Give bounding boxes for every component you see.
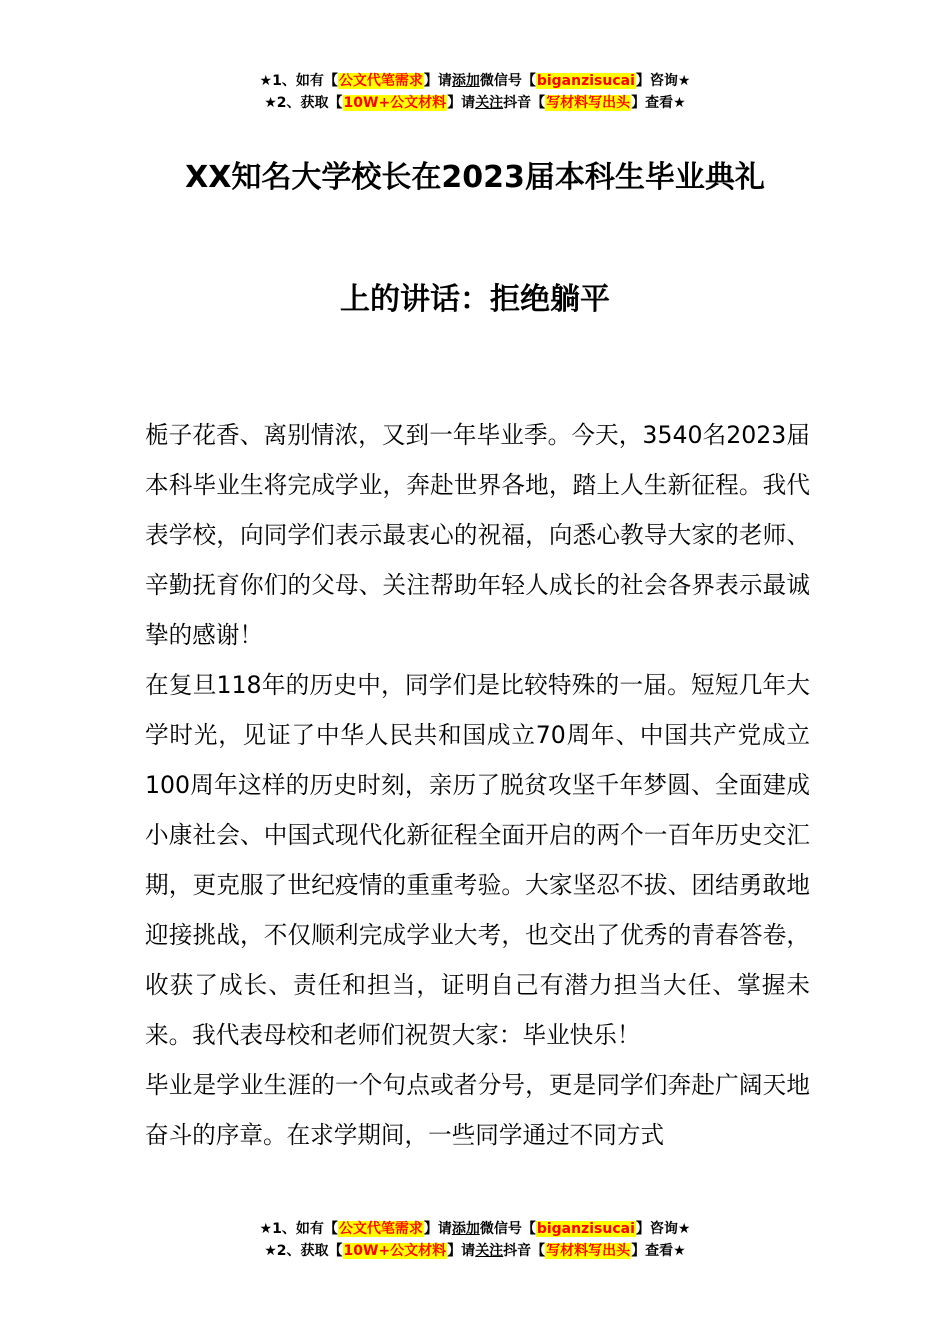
highlight-materials: 10W+公文材料 [343,95,447,111]
highlight-ghostwriting: 公文代笔需求 [338,1221,423,1237]
document-title-line-1: XX知名大学校长在2023届本科生毕业典礼 [185,160,765,195]
highlight-douyin-account: 写材料写出头 [546,1243,631,1259]
document-body [145,410,810,1160]
banner-line-1: ★1、如有【公文代笔需求】请添加微信号【biganzisucai】咨询★ [259,1221,691,1237]
banner-line-2: ★2、获取【10W+公文材料】请关注抖音【写材料写出头】查看★ [264,95,686,111]
header-banner [0,70,950,114]
paragraph: 在复旦118年的历史中，同学们是比较特殊的一届。短短几年大学时光，见证了中华人民共和国成立70周年、中国共产党成立100周年这样的历史时刻，亲历了脱贫攻坚千年梦圆、全面建成小康社会、中国式现代化新征程全面开启的两个一百年历史交汇期，更克服了世纪疫情的重重考验。大家坚忍不拔、团结勇敢地迎接挑战，不仅顺利完成学业大考，也交出了优秀的青春答卷，收获了成长、责任和担当，证明自己有潜力担当大任、掌握未来。我代表母校和老师们祝贺大家：毕业快乐！ [145,671,810,1049]
highlight-wechat-id: biganzisucai [536,73,635,89]
highlight-ghostwriting: 公文代笔需求 [338,73,423,89]
banner-line-2: ★2、获取【10W+公文材料】请关注抖音【写材料写出头】查看★ [264,1243,686,1259]
paragraph: 毕业是学业生涯的一个句点或者分号，更是同学们奔赴广阔天地奋斗的序章。在求学期间，一些同学通过不同方式 [145,1071,810,1149]
paragraph: 栀子花香、离别情浓，又到一年毕业季。今天，3540名2023届本科毕业生将完成学业，奔赴世界各地，踏上人生新征程。我代表学校，向同学们表示最衷心的祝福，向悉心教导大家的老师、辛勤抚育你们的父母、关注帮助年轻人成长的社会各界表示最诚挚的感谢！ [145,421,810,649]
footer-banner [0,1218,950,1262]
banner-line-1: ★1、如有【公文代笔需求】请添加微信号【biganzisucai】咨询★ [259,73,691,89]
highlight-douyin-account: 写材料写出头 [546,95,631,111]
highlight-wechat-id: biganzisucai [536,1221,635,1237]
document-title-line-2: 上的讲话：拒绝躺平 [340,282,610,317]
highlight-materials: 10W+公文材料 [343,1243,447,1259]
